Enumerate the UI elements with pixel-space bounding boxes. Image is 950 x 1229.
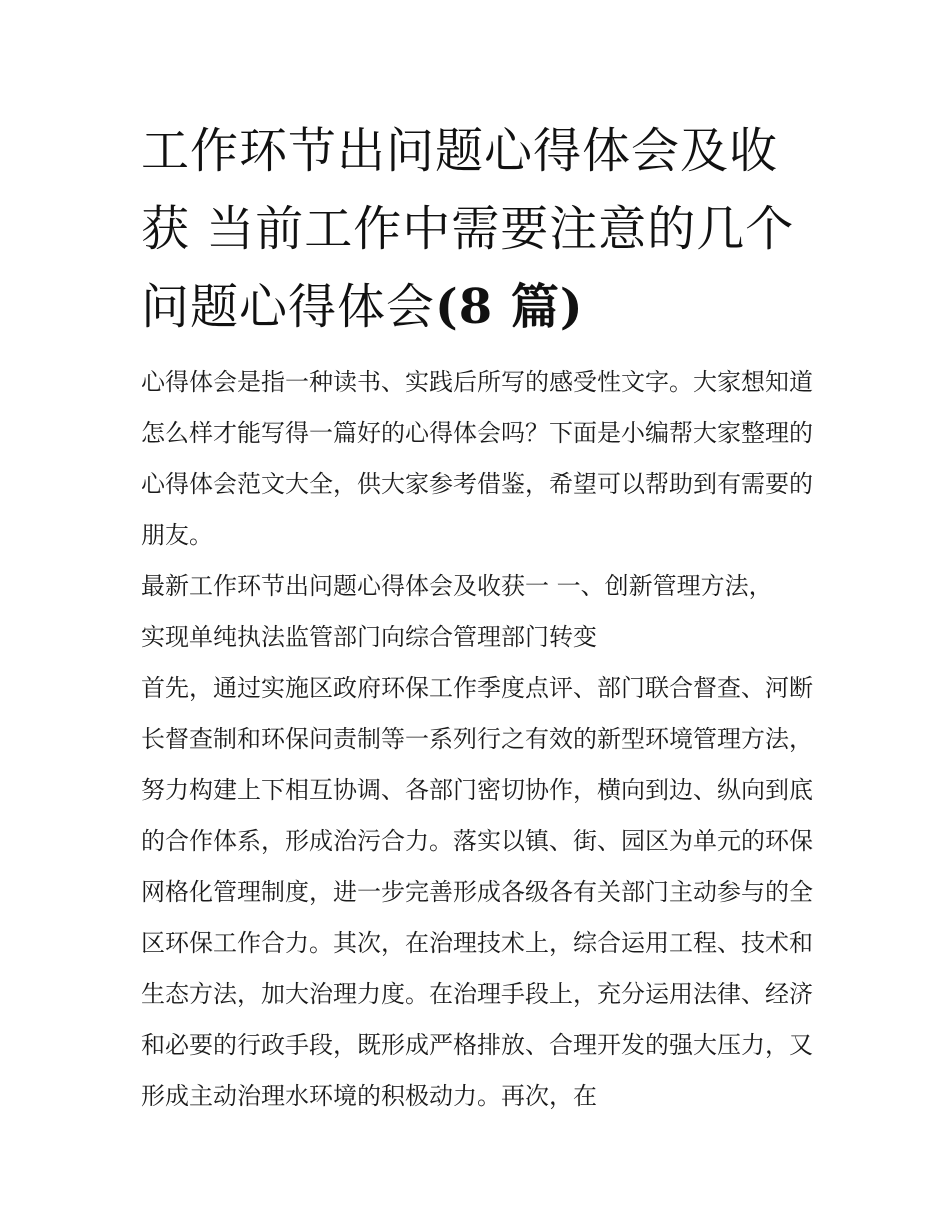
document-title	[141, 112, 813, 346]
section-heading-line-2: 实现单纯执法监管部门向综合管理部门转变	[141, 623, 597, 651]
intro-paragraph: 心得体会是指一种读书、实践后所写的感受性文字。大家想知道怎么样才能写得一篇好的心得体会吗？下面是小编帮大家整理的心得体会范文大全，供大家参考借鉴，希望可以帮助到有需要的朋友。	[141, 368, 813, 549]
body-paragraph: 首先，通过实施区政府环保工作季度点评、部门联合督查、河断长督查制和环保问责制等一系列行之有效的新型环境管理方法，努力构建上下相互协调、各部门密切协作，横向到边、纵向到底的合作体系，形成治污合力。落实以镇、街、园区为单元的环保网格化管理制度，进一步完善形成各级各有关部门主动参与的全区环保工作合力。其次，在治理技术上，综合运用工程、技术和生态方法，加大治理力度。在治理手段上，充分运用法律、经济和必要的行政手段，既形成严格排放、合理开发的强大压力，又形成主动治理水环境的积极动力。再次，在	[141, 674, 813, 1110]
document-content	[141, 112, 813, 1122]
title-suffix-text: (8 篇)	[435, 279, 584, 335]
section-heading-line-1: 最新工作环节出问题心得体会及收获一 一、创新管理方法，	[141, 572, 773, 600]
title-main-text: 工作环节出问题心得体会及收获 当前工作中需要注意的几个问题心得体会	[141, 123, 795, 335]
